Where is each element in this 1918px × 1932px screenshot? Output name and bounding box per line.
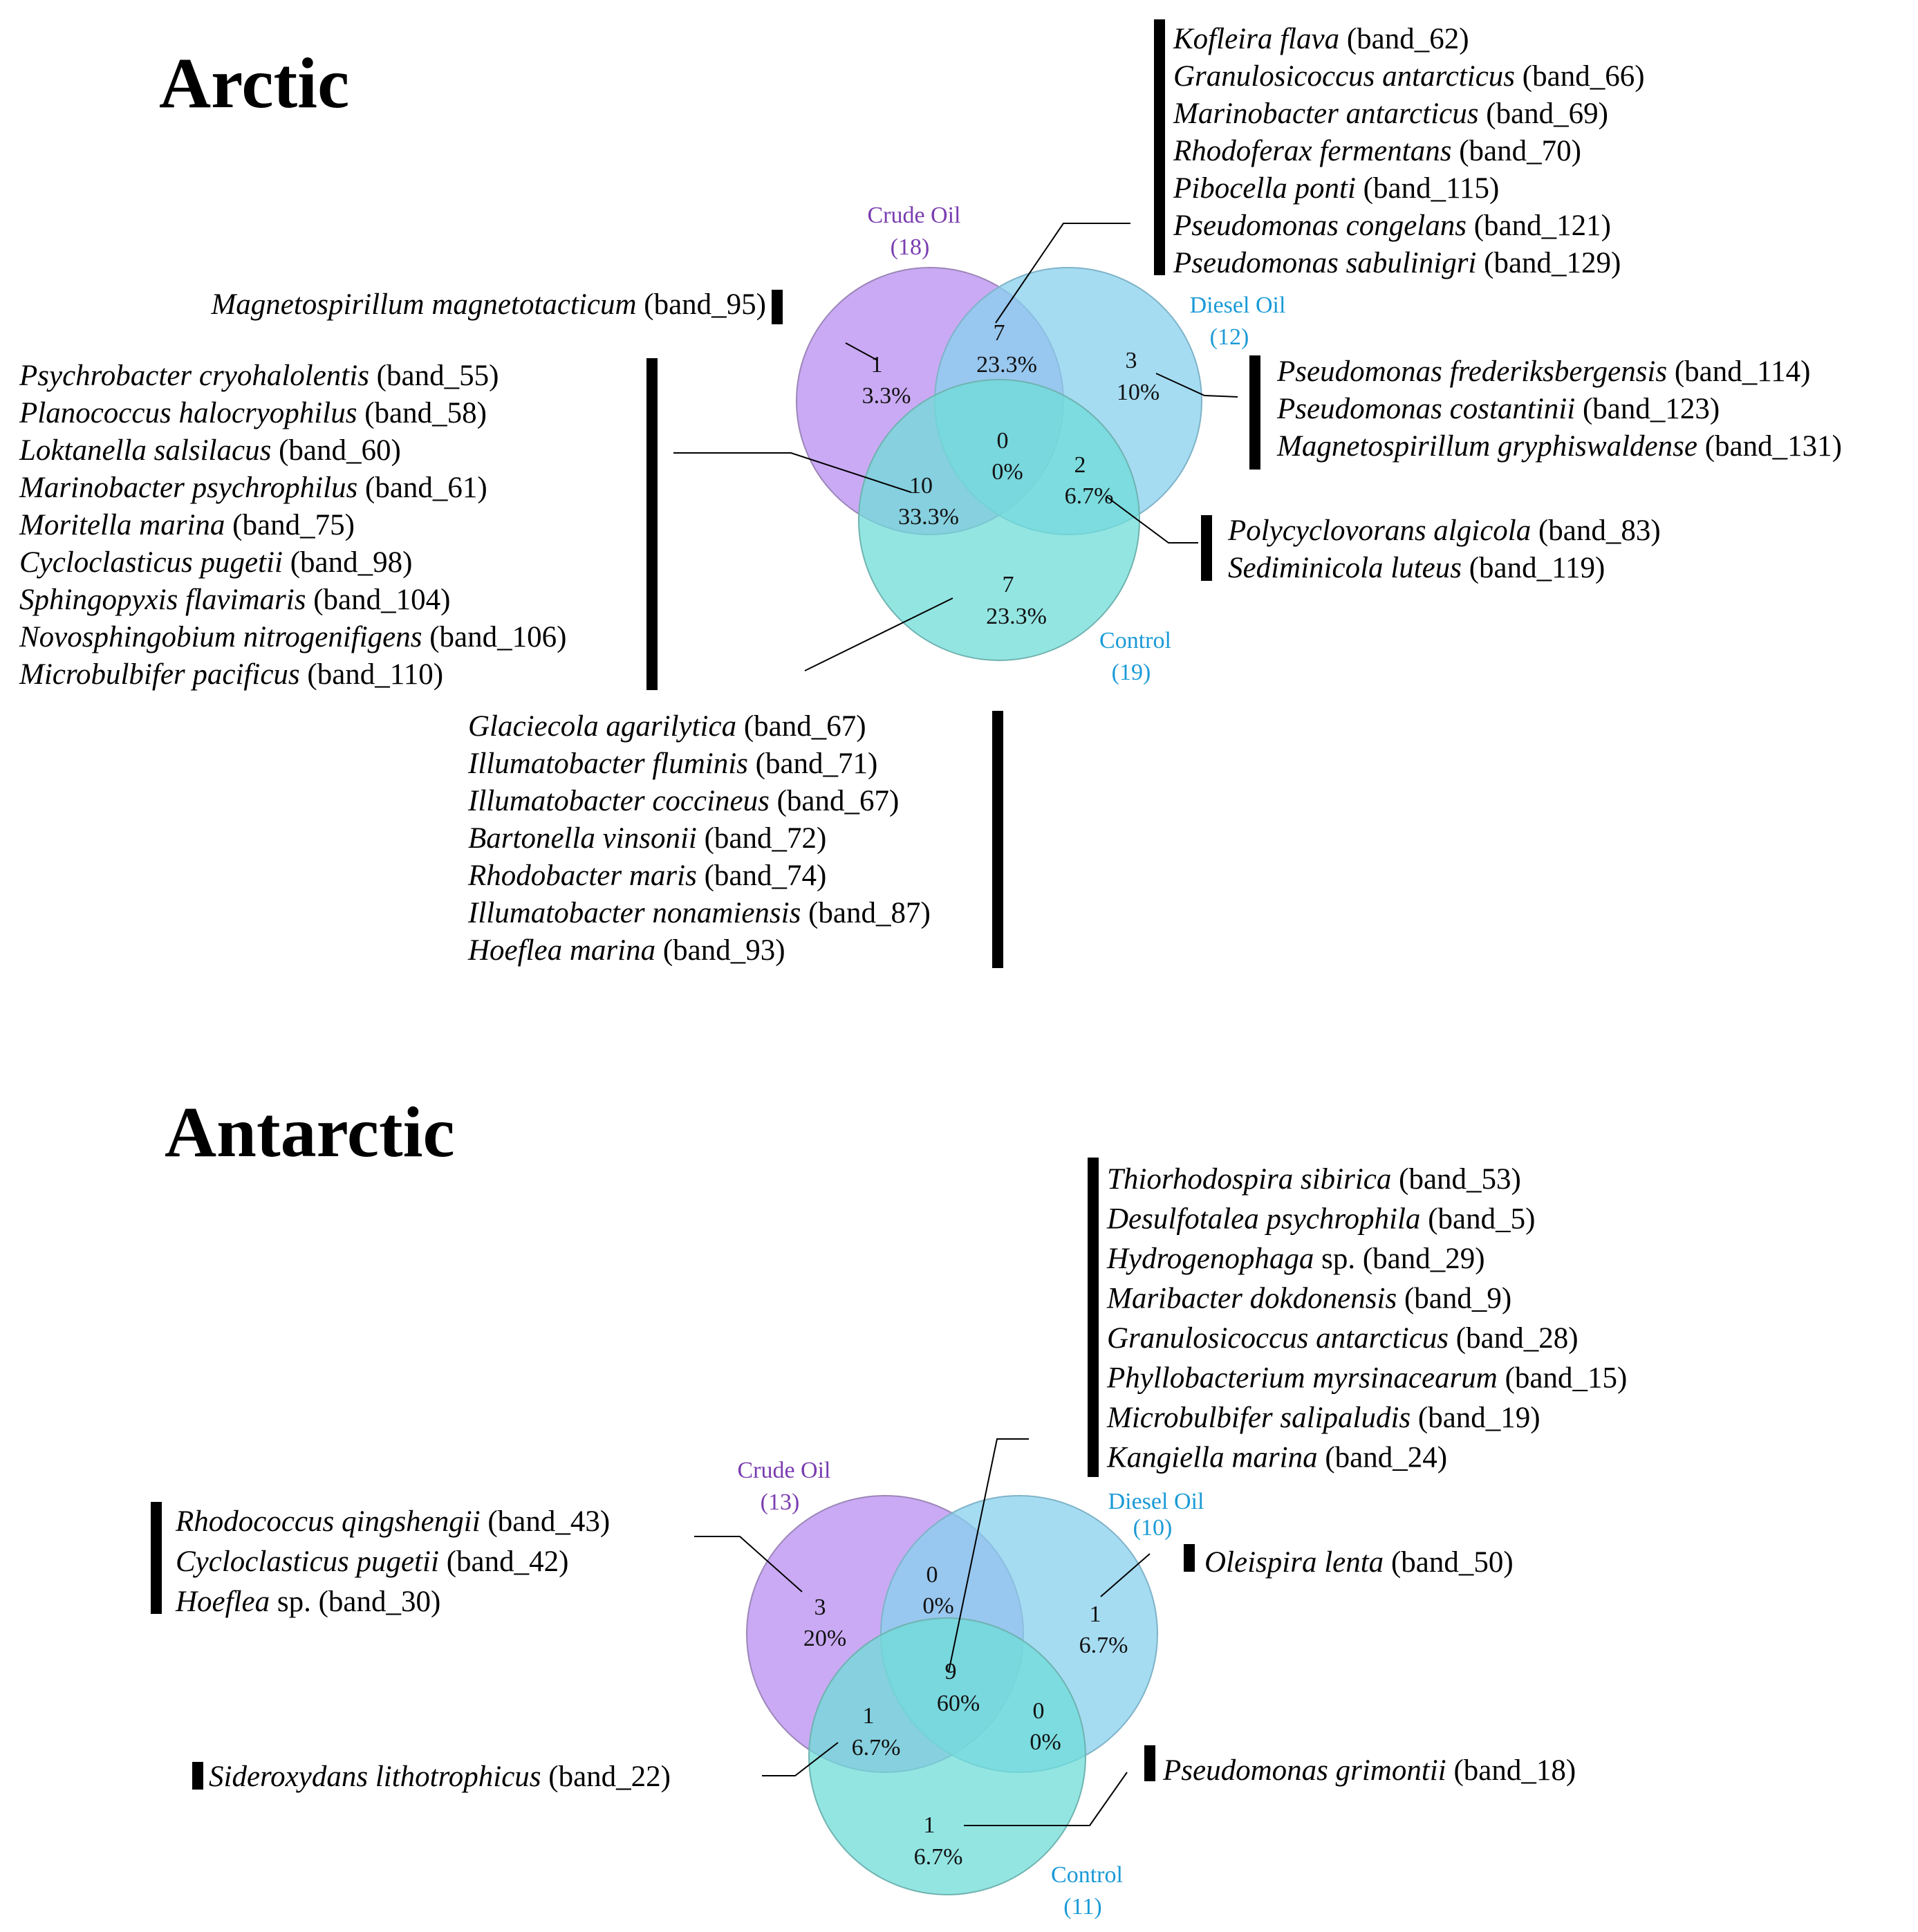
region-percent: 0% — [922, 1593, 954, 1619]
region-count: 10 — [909, 473, 933, 499]
species-band: (band_61) — [357, 472, 487, 504]
species-name: Loktanella salsilacus — [19, 434, 272, 467]
species-name: Rhodobacter maris — [468, 860, 697, 892]
region-percent: 0% — [991, 459, 1023, 485]
species-name: Hoeflea — [176, 1586, 270, 1618]
species-band: (band_5) — [1420, 1202, 1536, 1236]
region-percent: 23.3% — [986, 604, 1047, 629]
set-label-crude-oil: Crude Oil — [867, 203, 961, 228]
species-band: (band_28) — [1449, 1322, 1579, 1355]
species-name: Marinobacter psychrophilus — [19, 472, 358, 504]
species-label — [1162, 1754, 1576, 1787]
species-label — [1107, 1322, 1579, 1355]
group-bracket — [1154, 19, 1165, 275]
group-bracket — [1184, 1544, 1195, 1572]
species-name: Pibocella ponti — [1173, 172, 1356, 205]
species-band: (band_42) — [438, 1545, 569, 1578]
species-label — [1106, 1442, 1447, 1474]
species-group — [1227, 514, 1661, 584]
species-band: (band_66) — [1515, 60, 1645, 93]
group-bracket — [192, 1762, 203, 1790]
region-percent: 6.7% — [913, 1844, 963, 1870]
species-name: Microbulbifer salipaludis — [1107, 1402, 1411, 1434]
region-percent: 0% — [1030, 1729, 1061, 1755]
region-count: 1 — [870, 352, 883, 378]
region-count: 0 — [996, 428, 1009, 454]
species-group — [1106, 1163, 1627, 1474]
species-band: (band_19) — [1410, 1402, 1540, 1434]
region-percent: 6.7% — [851, 1735, 901, 1761]
species-name: Sideroxydans lithotrophicus — [209, 1761, 541, 1793]
species-label — [19, 360, 499, 392]
set-count-crude-oil: (18) — [890, 234, 930, 260]
panel-title-antarctic: Antarctic — [165, 1093, 455, 1172]
species-label — [467, 860, 826, 892]
species-group — [19, 360, 566, 691]
region-percent: 23.3% — [976, 352, 1037, 378]
species-label — [467, 934, 785, 967]
group-bracket — [151, 1502, 162, 1614]
species-band: (band_123) — [1575, 393, 1720, 425]
species-label — [1106, 1243, 1485, 1275]
region-count: 7 — [1002, 572, 1014, 597]
species-label — [1276, 393, 1720, 425]
species-name: Pseudomonas congelans — [1173, 210, 1467, 242]
species-band: (band_104) — [306, 584, 451, 616]
species-label — [19, 509, 355, 541]
species-name: Novosphingobium nitrogenifigens — [19, 621, 422, 653]
region-count: 1 — [862, 1703, 875, 1729]
region-percent: 6.7% — [1079, 1633, 1128, 1658]
species-name: Phyllobacterium myrsinacearum — [1107, 1362, 1498, 1395]
species-label — [1276, 430, 1842, 463]
species-label — [1227, 514, 1661, 547]
species-group — [1173, 23, 1645, 279]
species-label — [19, 658, 443, 691]
species-label — [1173, 60, 1645, 93]
group-bracket — [1144, 1745, 1155, 1781]
species-name: Magnetospirillum gryphiswaldense — [1277, 430, 1697, 463]
species-label — [176, 1545, 568, 1578]
set-label-crude-oil: Crude Oil — [737, 1458, 831, 1483]
region-count: 0 — [1032, 1698, 1045, 1724]
species-label — [175, 1586, 440, 1618]
species-label — [210, 288, 766, 321]
species-name: Rhodoferax fermentans — [1173, 135, 1452, 167]
species-label — [1204, 1546, 1514, 1579]
species-band: (band_119) — [1461, 552, 1605, 584]
species-group — [1276, 355, 1842, 463]
species-name: Hoeflea marina — [468, 934, 656, 967]
species-name: Desulfotalea psychrophila — [1107, 1202, 1421, 1236]
species-band: (band_53) — [1391, 1163, 1521, 1196]
region-count: 7 — [993, 320, 1005, 346]
region-count: 2 — [1074, 452, 1086, 478]
species-band: (band_110) — [299, 658, 444, 691]
species-label — [19, 584, 450, 616]
species-name: Pseudomonas costantinii — [1277, 393, 1576, 425]
species-label — [467, 897, 931, 929]
species-group — [1204, 1546, 1514, 1579]
species-band: (band_43) — [480, 1505, 611, 1538]
species-band: (band_18) — [1446, 1754, 1576, 1787]
species-label — [1173, 135, 1581, 167]
species-name: Bartonella vinsonii — [468, 822, 697, 855]
species-label — [468, 710, 866, 743]
region-count: 1 — [923, 1812, 935, 1838]
species-label — [1173, 247, 1621, 279]
species-name: Granulosicoccus antarcticus — [1107, 1322, 1449, 1355]
species-band: (band_30) — [310, 1586, 441, 1618]
species-band: (band_87) — [801, 897, 931, 929]
species-label — [1173, 172, 1499, 205]
species-name: Kofleira flava — [1173, 23, 1340, 55]
species-band: (band_98) — [282, 546, 413, 579]
species-name: Oleispira lenta — [1204, 1546, 1384, 1579]
species-label — [1173, 210, 1611, 242]
species-label — [1106, 1362, 1627, 1395]
species-name: Microbulbifer pacificus — [19, 658, 300, 691]
species-label — [1107, 1163, 1521, 1196]
species-name: Sediminicola luteus — [1228, 552, 1462, 584]
species-band: (band_50) — [1384, 1546, 1514, 1579]
region-count: 3 — [1125, 348, 1137, 373]
species-name: Illumatobacter nonamiensis — [468, 897, 801, 929]
species-name: Glaciecola agarilytica — [468, 710, 737, 743]
species-band: (band_62) — [1339, 23, 1469, 55]
antarctic-panel — [151, 1093, 1627, 1920]
species-group — [175, 1505, 610, 1618]
species-name: Marinobacter antarcticus — [1173, 97, 1479, 130]
set-label-control: Control — [1051, 1862, 1123, 1888]
arctic-panel — [19, 19, 1842, 968]
species-label — [19, 621, 566, 653]
set-label-control: Control — [1099, 628, 1171, 653]
species-label — [175, 1505, 610, 1538]
region-count: 1 — [1089, 1601, 1101, 1627]
region-count: 9 — [944, 1659, 957, 1684]
species-name: Pseudomonas grimontii — [1163, 1754, 1446, 1787]
region-percent: 33.3% — [898, 504, 959, 530]
species-band: (band_58) — [357, 397, 487, 429]
species-band: (band_67) — [769, 785, 900, 817]
set-count-diesel-oil: (10) — [1133, 1515, 1173, 1541]
species-name: Kangiella marina — [1107, 1441, 1318, 1474]
species-label — [209, 1761, 671, 1793]
species-band: (band_131) — [1697, 430, 1842, 463]
species-suffix: sp. — [270, 1586, 311, 1618]
species-band: (band_60) — [271, 434, 401, 467]
species-label — [467, 785, 899, 817]
species-suffix: sp. — [1314, 1243, 1356, 1275]
species-name: Planococcus halocryophilus — [19, 397, 357, 429]
species-band: (band_75) — [225, 509, 355, 541]
species-band: (band_114) — [1667, 355, 1811, 388]
species-label — [468, 822, 826, 855]
species-band: (band_15) — [1497, 1362, 1628, 1395]
species-band: (band_24) — [1317, 1441, 1448, 1474]
species-name: Thiorhodospira sibirica — [1107, 1163, 1392, 1196]
set-count-control: (19) — [1111, 660, 1151, 685]
species-label — [19, 472, 487, 504]
species-label — [1106, 1203, 1535, 1236]
region-count: 0 — [926, 1562, 938, 1588]
species-group — [209, 1761, 671, 1793]
group-bracket — [646, 358, 658, 690]
species-label — [19, 397, 487, 429]
species-name: Pseudomonas sabulinigri — [1173, 247, 1477, 279]
species-name: Sphingopyxis flavimaris — [19, 584, 306, 616]
species-group — [1162, 1754, 1576, 1787]
group-bracket — [1249, 355, 1260, 470]
species-band: (band_83) — [1531, 514, 1661, 547]
species-label — [19, 434, 401, 467]
species-group — [467, 710, 931, 967]
species-band: (band_70) — [1451, 135, 1581, 167]
species-label — [1173, 97, 1608, 130]
species-band: (band_71) — [747, 747, 878, 780]
species-band: (band_67) — [736, 710, 866, 743]
set-count-diesel-oil: (12) — [1209, 324, 1249, 350]
species-label — [1173, 23, 1469, 55]
species-name: Hydrogenophaga — [1107, 1243, 1314, 1275]
set-count-control: (11) — [1063, 1894, 1102, 1920]
species-band: (band_22) — [541, 1761, 671, 1793]
species-name: Pseudomonas frederiksbergensis — [1277, 355, 1668, 388]
group-bracket — [1088, 1158, 1099, 1477]
species-band: (band_106) — [422, 621, 567, 653]
species-label — [1106, 1283, 1511, 1315]
species-name: Moritella marina — [19, 509, 225, 541]
group-bracket — [1201, 515, 1212, 581]
species-band: (band_72) — [696, 822, 827, 855]
species-name: Illumatobacter coccineus — [468, 785, 770, 817]
species-label — [1276, 355, 1811, 388]
region-percent: 20% — [803, 1626, 847, 1651]
set-count-crude-oil: (13) — [760, 1489, 800, 1515]
species-band: (band_121) — [1466, 210, 1611, 242]
region-percent: 6.7% — [1064, 483, 1114, 509]
species-band: (band_69) — [1478, 97, 1608, 130]
species-name: Polycyclovorans algicola — [1228, 514, 1531, 547]
region-percent: 3.3% — [862, 383, 911, 409]
region-count: 3 — [814, 1595, 826, 1620]
group-bracket — [992, 711, 1003, 968]
species-band: (band_95) — [636, 288, 766, 321]
species-band: (band_74) — [696, 860, 827, 892]
species-band: (band_93) — [655, 934, 785, 967]
region-percent: 60% — [936, 1691, 980, 1716]
species-label — [19, 546, 412, 579]
species-name: Rhodococcus qingshengii — [176, 1505, 481, 1538]
species-label — [1228, 552, 1605, 584]
set-label-diesel-oil: Diesel Oil — [1108, 1489, 1204, 1514]
species-label — [1106, 1402, 1540, 1434]
group-bracket — [772, 290, 783, 324]
species-name: Maribacter dokdonensis — [1107, 1282, 1397, 1315]
species-band: (band_115) — [1355, 172, 1500, 205]
species-name: Cycloclasticus pugetii — [176, 1545, 439, 1578]
species-band: (band_129) — [1476, 247, 1621, 279]
species-group — [210, 288, 766, 321]
species-band: (band_29) — [1355, 1243, 1485, 1275]
species-name: Illumatobacter fluminis — [468, 747, 748, 780]
species-name: Psychrobacter cryohalolentis — [19, 360, 369, 392]
species-name: Magnetospirillum magnetotacticum — [211, 288, 637, 321]
species-name: Granulosicoccus antarcticus — [1173, 60, 1516, 93]
species-name: Cycloclasticus pugetii — [19, 546, 283, 579]
region-percent: 10% — [1116, 380, 1160, 405]
species-label — [467, 747, 877, 780]
set-label-diesel-oil: Diesel Oil — [1189, 292, 1286, 318]
species-band: (band_9) — [1397, 1282, 1512, 1315]
species-band: (band_55) — [369, 360, 499, 392]
panel-title-arctic: Arctic — [159, 44, 350, 123]
